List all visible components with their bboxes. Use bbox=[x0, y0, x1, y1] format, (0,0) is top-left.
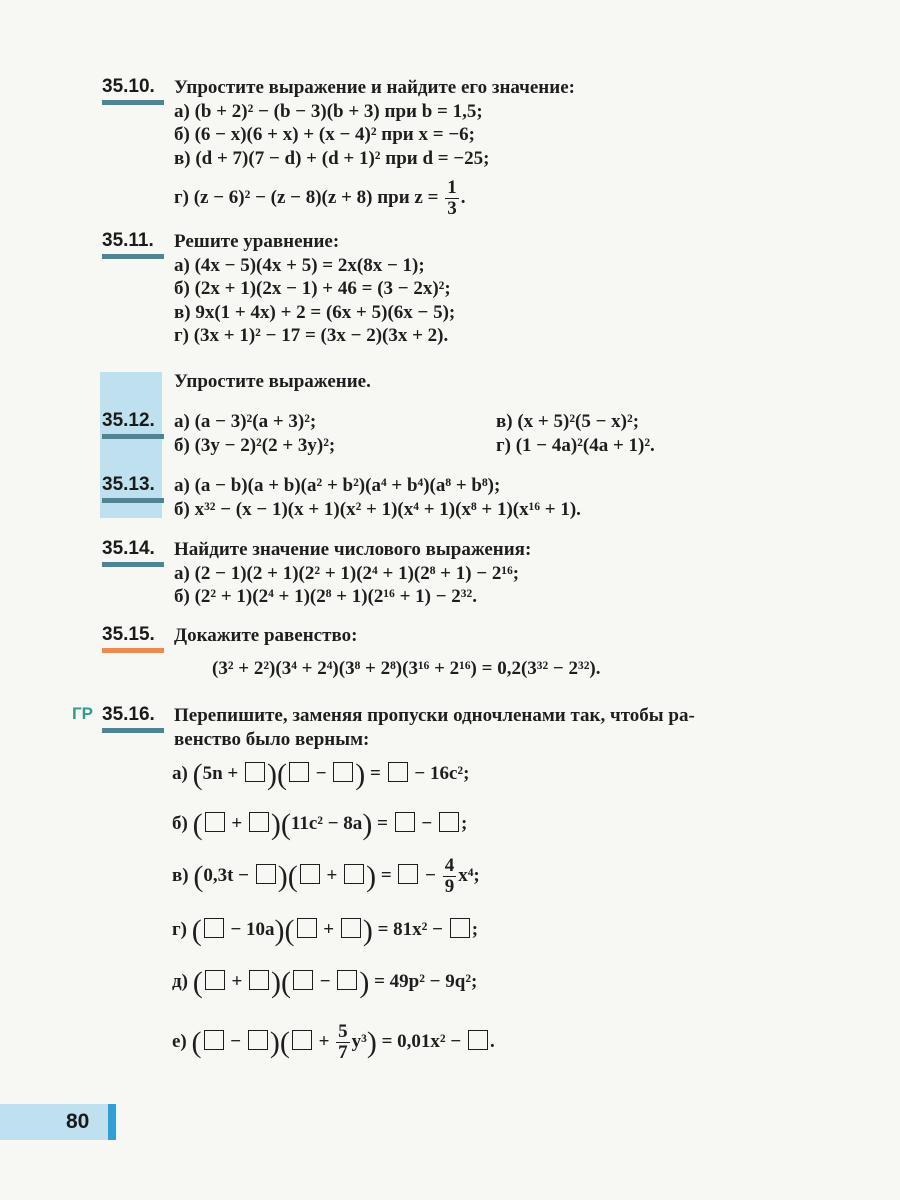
blank-box[interactable] bbox=[248, 1030, 268, 1050]
blank-box[interactable] bbox=[249, 970, 269, 990]
term: 5n + bbox=[202, 763, 239, 784]
exercise-number: 35.16. bbox=[102, 704, 155, 725]
term: − bbox=[230, 1030, 242, 1052]
fill-item-c: в) (0,3t − )( + ) = − $\frac{4}{9}$ x⁴; bbox=[172, 855, 480, 897]
blank-box[interactable] bbox=[439, 812, 459, 832]
exercise-number: 35.14. bbox=[102, 538, 155, 559]
page-number: 80 bbox=[66, 1110, 90, 1133]
exercise-bar bbox=[102, 728, 164, 733]
exercise-number: 35.15. bbox=[102, 624, 155, 645]
exercise-body bbox=[174, 538, 894, 609]
item-row bbox=[174, 434, 894, 458]
exercise-body bbox=[174, 410, 894, 457]
exercise-title: Упростите выражение и найдите его значение: bbox=[174, 77, 575, 98]
term: + bbox=[318, 1030, 330, 1052]
item-b: б) (6 − x)(6 + x) + (x − 4)² при x = −6; bbox=[174, 124, 475, 145]
exercise-number: 35.10. bbox=[102, 76, 155, 97]
exercise-body bbox=[174, 230, 894, 348]
blank-box[interactable] bbox=[205, 812, 225, 832]
exercise-bar bbox=[102, 254, 164, 259]
page-number-stripe bbox=[108, 1104, 116, 1140]
term: . bbox=[489, 1030, 495, 1052]
item-c: в) (d + 7)(7 − d) + (d + 1)² при d = −25; bbox=[174, 147, 490, 169]
item-d: г) (1 − 4a)²(4a + 1)². bbox=[496, 434, 655, 456]
exercise-body bbox=[174, 624, 894, 680]
item-b: б) (2² + 1)(2⁴ + 1)(2⁸ + 1)(2¹⁶ + 1) − 2³². bbox=[174, 586, 477, 607]
term: y³ bbox=[351, 1030, 367, 1052]
fraction bbox=[336, 1022, 350, 1063]
blank-box[interactable] bbox=[292, 1030, 312, 1050]
term: − bbox=[319, 971, 331, 992]
group-title: Упростите выражение. bbox=[174, 371, 371, 392]
term: = 49p² − 9q²; bbox=[374, 971, 478, 992]
exercise-bar bbox=[102, 100, 164, 105]
fraction bbox=[443, 856, 457, 897]
fraction bbox=[445, 178, 459, 219]
term: − bbox=[425, 864, 436, 886]
item-label: г) bbox=[172, 919, 187, 940]
item-d-end: . bbox=[460, 186, 466, 208]
fill-item-a: а) (5n + )( − ) = − 16c²; bbox=[172, 758, 470, 791]
item-row bbox=[174, 410, 894, 434]
blank-box[interactable] bbox=[297, 918, 317, 938]
term: + bbox=[326, 864, 338, 886]
term: = 0,01x² − bbox=[381, 1030, 462, 1052]
term: − bbox=[421, 813, 433, 834]
blank-box[interactable] bbox=[337, 970, 357, 990]
term: − bbox=[315, 763, 327, 784]
term: − 10a bbox=[230, 919, 275, 940]
term: + bbox=[323, 919, 335, 940]
gr-marker: ГР bbox=[72, 704, 93, 723]
item-d: г) (3x + 1)² − 17 = (3x − 2)(3x + 2). bbox=[174, 325, 449, 346]
fraction-numerator: 4 bbox=[444, 855, 455, 876]
fill-item-e: д) ( + )( − ) = 49p² − 9q²; bbox=[172, 966, 478, 999]
blank-box[interactable] bbox=[398, 864, 418, 884]
item-a: а) (2 − 1)(2 + 1)(2² + 1)(2⁴ + 1)(2⁸ + 1) − 2¹⁶; bbox=[174, 562, 520, 584]
term: = bbox=[370, 763, 381, 784]
blank-box[interactable] bbox=[344, 864, 364, 884]
fill-item-d: г) ( − 10a)( + ) = 81x² − ; bbox=[172, 914, 479, 947]
blank-box[interactable] bbox=[300, 864, 320, 884]
blank-box[interactable] bbox=[204, 1030, 224, 1050]
fill-item-b: б) ( + )(11c² − 8a) = − ; bbox=[172, 808, 468, 841]
term: x⁴; bbox=[458, 864, 480, 886]
item-a: а) (a − b)(a + b)(a² + b²)(a⁴ + b⁴)(a⁸ + b⁸); bbox=[174, 475, 501, 496]
blank-box[interactable] bbox=[388, 762, 408, 782]
fraction-numerator: 1 bbox=[447, 177, 457, 198]
term: 11c² − 8a bbox=[290, 813, 363, 834]
fraction-denominator: 7 bbox=[338, 1042, 348, 1063]
exercise-number: 35.13. bbox=[102, 474, 155, 495]
exercise-title: Докажите равенство: bbox=[174, 625, 358, 646]
item-a: а) (4x − 5)(4x + 5) = 2x(8x − 1); bbox=[174, 254, 425, 276]
item-b: б) x³² − (x − 1)(x + 1)(x² + 1)(x⁴ + 1)(x⁸ + 1)(x¹⁶ + 1). bbox=[174, 498, 581, 520]
fraction-numerator: 5 bbox=[338, 1021, 348, 1042]
blank-box[interactable] bbox=[205, 970, 225, 990]
blank-box[interactable] bbox=[256, 864, 276, 884]
blank-box[interactable] bbox=[333, 762, 353, 782]
exercise-body bbox=[174, 76, 894, 219]
group-highlight bbox=[100, 372, 162, 518]
blank-box[interactable] bbox=[249, 812, 269, 832]
item-label: е) bbox=[172, 1030, 187, 1052]
exercise-bar bbox=[102, 498, 164, 503]
blank-box[interactable] bbox=[204, 918, 224, 938]
exercise-body bbox=[174, 474, 894, 521]
fraction-denominator: 9 bbox=[444, 876, 455, 897]
term: ; bbox=[460, 813, 468, 834]
item-label: в) bbox=[172, 864, 189, 886]
exercise-title: Найдите значение числового выражения: bbox=[174, 539, 532, 560]
item-label: б) bbox=[172, 813, 188, 834]
exercise-bar-orange bbox=[102, 648, 164, 653]
blank-box[interactable] bbox=[395, 812, 415, 832]
item-a: а) (b + 2)² − (b − 3)(b + 3) при b = 1,5; bbox=[174, 100, 483, 122]
term: = bbox=[380, 864, 392, 886]
exercise-number: 35.11. bbox=[102, 230, 154, 251]
blank-box[interactable] bbox=[450, 918, 470, 938]
exercise-title: Решите уравнение: bbox=[174, 231, 340, 252]
blank-box[interactable] bbox=[341, 918, 361, 938]
exercise-number: 35.12. bbox=[102, 410, 155, 431]
blank-box[interactable] bbox=[289, 762, 309, 782]
blank-box[interactable] bbox=[468, 1030, 488, 1050]
blank-box[interactable] bbox=[293, 970, 313, 990]
term: + bbox=[231, 971, 243, 992]
term: = 81x² − bbox=[377, 919, 443, 940]
item-c: в) 9x(1 + 4x) + 2 = (6x + 5)(6x − 5); bbox=[174, 301, 456, 323]
exercise-title-line-1: Перепишите, заменяя пропуски одночленами так, чтобы ра- bbox=[174, 705, 695, 726]
item-label: д) bbox=[172, 971, 188, 992]
term: + bbox=[231, 813, 243, 834]
exercise-body bbox=[174, 704, 894, 751]
item-b: б) (3y − 2)²(2 + 3y)²; bbox=[174, 434, 336, 456]
exercise-bar bbox=[102, 562, 164, 567]
item-b: б) (2x + 1)(2x − 1) + 46 = (3 − 2x)²; bbox=[174, 278, 451, 299]
blank-box[interactable] bbox=[245, 762, 265, 782]
fill-item-f: е) ( − )( + $\frac{5}{7}$ y³) = 0,01x² − . bbox=[172, 1021, 495, 1063]
item-a: а) (a − 3)²(a + 3)²; bbox=[174, 411, 317, 432]
term: ; bbox=[471, 919, 479, 940]
fraction-denominator: 3 bbox=[447, 198, 457, 219]
page-number-tab bbox=[0, 1104, 116, 1140]
term: 0,3t − bbox=[203, 864, 249, 886]
exercise-bar bbox=[102, 434, 164, 439]
equation: (3² + 2²)(3⁴ + 2⁴)(3⁸ + 2⁸)(3¹⁶ + 2¹⁶) = 0,2(3³² − 2³²). bbox=[212, 657, 601, 679]
item-label: а) bbox=[172, 763, 188, 784]
item-d bbox=[174, 178, 894, 219]
term: − 16c²; bbox=[414, 763, 470, 784]
term: = bbox=[377, 813, 388, 834]
item-d-text: г) (z − 6)² − (z − 8)(z + 8) при z = bbox=[174, 186, 439, 208]
item-c: в) (x + 5)²(5 − x)²; bbox=[496, 411, 640, 432]
exercise-title-line-2: венство было верным: bbox=[174, 728, 370, 750]
